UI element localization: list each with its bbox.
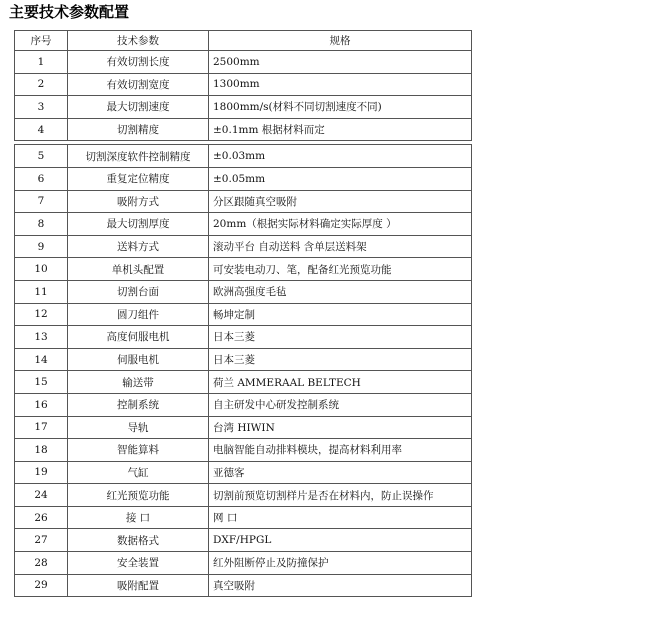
header-param: 技术参数 [68, 31, 209, 51]
row-param: 有效切割宽度 [68, 73, 209, 96]
row-no: 6 [15, 167, 68, 190]
table-row [15, 393, 472, 416]
table-row [15, 213, 472, 236]
row-param: 高度伺服电机 [68, 326, 209, 349]
row-param: 最大切割速度 [68, 96, 209, 119]
row-no: 12 [15, 303, 68, 326]
row-spec: 日本三菱 [209, 348, 472, 371]
row-spec: 畅坤定制 [209, 303, 472, 326]
row-param: 安全装置 [68, 552, 209, 575]
row-spec: 1300mm [209, 73, 472, 96]
row-param: 输送带 [68, 371, 209, 394]
row-spec: 1800mm/s(材料不同切割速度不同) [209, 96, 472, 119]
row-spec: 欧洲高强度毛毡 [209, 280, 472, 303]
row-param: 圆刀组件 [68, 303, 209, 326]
row-param: 吸附方式 [68, 190, 209, 213]
row-param: 气缸 [68, 461, 209, 484]
table-row [15, 348, 472, 371]
row-param: 控制系统 [68, 393, 209, 416]
row-no: 17 [15, 416, 68, 439]
table-row [15, 461, 472, 484]
row-param: 导轨 [68, 416, 209, 439]
table-row [15, 258, 472, 281]
row-param: 切割台面 [68, 280, 209, 303]
table-row [15, 439, 472, 462]
row-param: 重复定位精度 [68, 167, 209, 190]
table-row [15, 167, 472, 190]
row-spec: 2500mm [209, 51, 472, 74]
row-spec: ±0.1mm 根据材料而定 [209, 118, 472, 141]
table-row [15, 51, 472, 74]
row-spec: 可安装电动刀、笔，配备红光预览功能 [209, 258, 472, 281]
row-param: 切割精度 [68, 118, 209, 141]
row-spec: 分区跟随真空吸附 [209, 190, 472, 213]
row-spec: 红外阻断停止及防撞保护 [209, 552, 472, 575]
row-no: 4 [15, 118, 68, 141]
row-param: 切割深度软件控制精度 [68, 145, 209, 168]
row-spec: 日本三菱 [209, 326, 472, 349]
row-no: 19 [15, 461, 68, 484]
row-no: 10 [15, 258, 68, 281]
table-row [15, 303, 472, 326]
row-spec: 电脑智能自动排料模块，提高材料利用率 [209, 439, 472, 462]
row-spec: 真空吸附 [209, 574, 472, 597]
row-spec: ±0.03mm [209, 145, 472, 168]
row-param: 最大切割厚度 [68, 213, 209, 236]
row-no: 5 [15, 145, 68, 168]
table-row [15, 326, 472, 349]
row-spec: 切割前预览切割样片是否在材料内，防止误操作 [209, 484, 472, 507]
row-no: 9 [15, 235, 68, 258]
table-row [15, 506, 472, 529]
header-no: 序号 [15, 31, 68, 51]
table-header-row [15, 31, 472, 51]
row-param: 数据格式 [68, 529, 209, 552]
row-no: 2 [15, 73, 68, 96]
table-row [15, 552, 472, 575]
row-param: 单机头配置 [68, 258, 209, 281]
row-spec: DXF/HPGL [209, 529, 472, 552]
header-spec: 规格 [209, 31, 472, 51]
table-row [15, 371, 472, 394]
page-title: 主要技术参数配置 [9, 3, 130, 21]
table-row [15, 96, 472, 119]
row-spec: 网 口 [209, 506, 472, 529]
row-param: 吸附配置 [68, 574, 209, 597]
row-spec: 自主研发中心研发控制系统 [209, 393, 472, 416]
row-no: 11 [15, 280, 68, 303]
row-param: 有效切割长度 [68, 51, 209, 74]
row-param: 红光预览功能 [68, 484, 209, 507]
row-no: 15 [15, 371, 68, 394]
table-row [15, 280, 472, 303]
table-row [15, 118, 472, 141]
table-row [15, 190, 472, 213]
table-body-b [15, 145, 472, 597]
row-no: 16 [15, 393, 68, 416]
row-spec: 台湾 HIWIN [209, 416, 472, 439]
row-no: 24 [15, 484, 68, 507]
row-no: 14 [15, 348, 68, 371]
row-no: 8 [15, 213, 68, 236]
table-row [15, 235, 472, 258]
row-spec: ±0.05mm [209, 167, 472, 190]
row-no: 1 [15, 51, 68, 74]
row-no: 3 [15, 96, 68, 119]
table-row [15, 574, 472, 597]
row-no: 27 [15, 529, 68, 552]
table-body-a [15, 51, 472, 141]
row-no: 29 [15, 574, 68, 597]
row-param: 送料方式 [68, 235, 209, 258]
row-no: 28 [15, 552, 68, 575]
table-row [15, 73, 472, 96]
table-row [15, 416, 472, 439]
table-row [15, 484, 472, 507]
row-no: 7 [15, 190, 68, 213]
spec-table [14, 30, 472, 597]
row-no: 13 [15, 326, 68, 349]
table-row [15, 145, 472, 168]
row-no: 26 [15, 506, 68, 529]
row-param: 伺服电机 [68, 348, 209, 371]
row-spec: 滚动平台 自动送料 含单层送料架 [209, 235, 472, 258]
row-spec: 亚德客 [209, 461, 472, 484]
row-param: 接 口 [68, 506, 209, 529]
row-spec: 荷兰 AMMERAAL BELTECH [209, 371, 472, 394]
table-row [15, 529, 472, 552]
row-param: 智能算料 [68, 439, 209, 462]
row-no: 18 [15, 439, 68, 462]
row-spec: 20mm（根据实际材料确定实际厚度 ） [209, 213, 472, 236]
